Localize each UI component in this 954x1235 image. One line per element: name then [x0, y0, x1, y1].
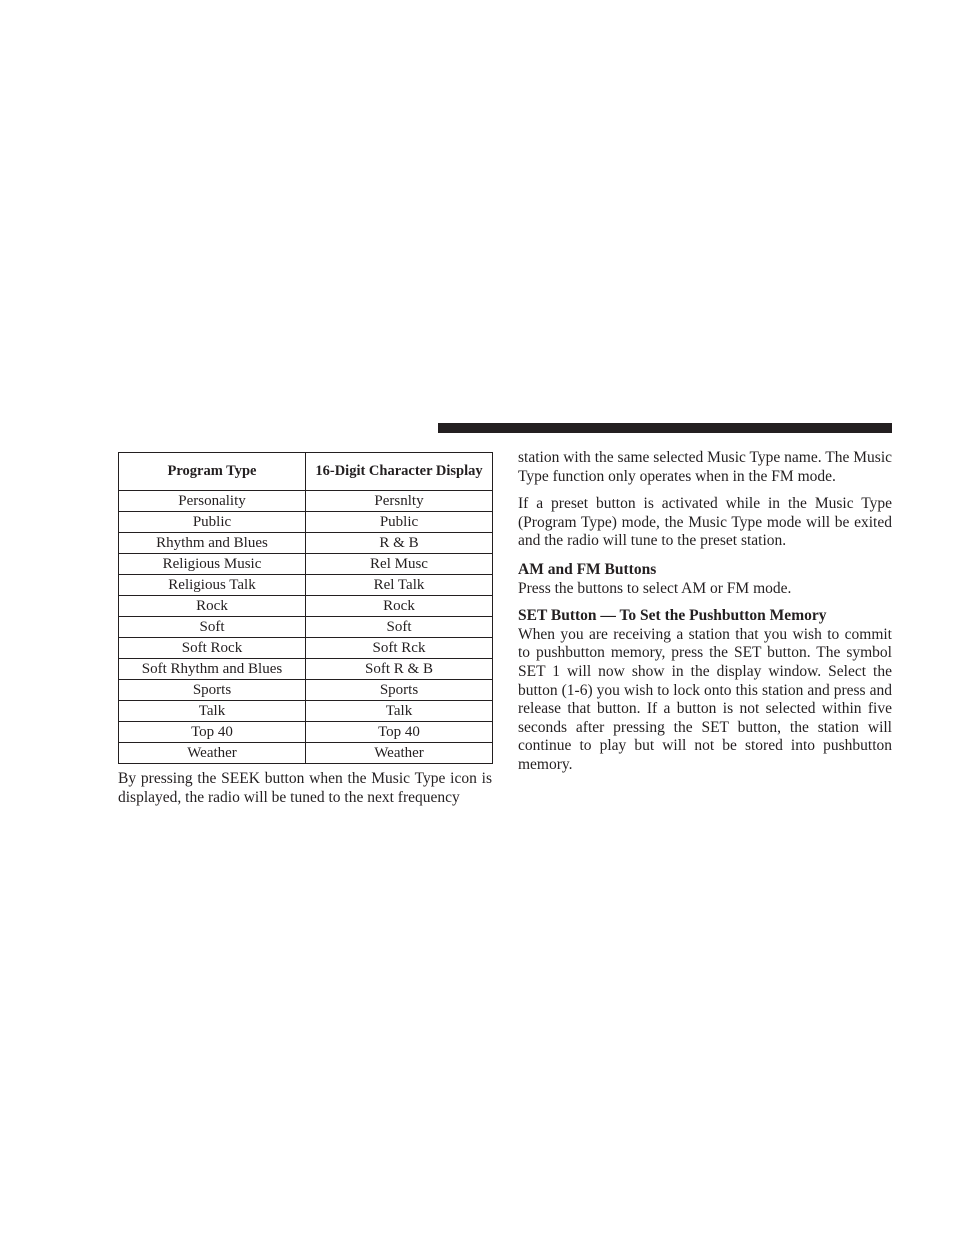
- table-row: [119, 533, 493, 554]
- cell-display: Rel Talk: [306, 575, 493, 596]
- cell-display: Soft R & B: [306, 659, 493, 680]
- cell-display: Rock: [306, 596, 493, 617]
- cell-display: Public: [306, 512, 493, 533]
- set-button-heading: SET Button — To Set the Pushbutton Memory: [518, 607, 827, 625]
- header-rule: [438, 423, 892, 433]
- table-row: [119, 680, 493, 701]
- table-header-row: [119, 453, 493, 491]
- right-column: [518, 449, 892, 775]
- cell-program-type: Rock: [119, 596, 306, 617]
- cell-display: Talk: [306, 701, 493, 722]
- table-row: [119, 512, 493, 533]
- cell-program-type: Top 40: [119, 722, 306, 743]
- cell-program-type: Public: [119, 512, 306, 533]
- cell-program-type: Religious Talk: [119, 575, 306, 596]
- cell-program-type: Weather: [119, 743, 306, 764]
- cell-display: Sports: [306, 680, 493, 701]
- cell-display: Soft Rck: [306, 638, 493, 659]
- cell-program-type: Soft Rock: [119, 638, 306, 659]
- cell-display: Weather: [306, 743, 493, 764]
- music-type-paragraph: station with the same selected Music Type name. The Music Type function only operates when in the FM mode.: [518, 449, 892, 485]
- preset-paragraph: If a preset button is activated while in the Music Type (Program Type) mode, the Music Type mode will be exited and the radio will tune to the preset station.: [518, 495, 892, 550]
- cell-display: Persnlty: [306, 491, 493, 512]
- cell-program-type: Personality: [119, 491, 306, 512]
- table-row: [119, 701, 493, 722]
- cell-program-type: Talk: [119, 701, 306, 722]
- table-row: [119, 659, 493, 680]
- cell-display: R & B: [306, 533, 493, 554]
- cell-program-type: Soft Rhythm and Blues: [119, 659, 306, 680]
- header-character-display: 16-Digit Character Display: [306, 453, 493, 491]
- cell-program-type: Religious Music: [119, 554, 306, 575]
- table-row: [119, 554, 493, 575]
- program-type-table: [118, 452, 493, 764]
- table-row: [119, 722, 493, 743]
- cell-display: Top 40: [306, 722, 493, 743]
- table-row: [119, 743, 493, 764]
- cell-display: Rel Musc: [306, 554, 493, 575]
- am-fm-paragraph: Press the buttons to select AM or FM mode.: [518, 579, 792, 597]
- table-row: [119, 491, 493, 512]
- cell-display: Soft: [306, 617, 493, 638]
- set-button-paragraph: When you are receiving a station that you wish to commit to pushbutton memory, press the SET button. The symbol SET 1 will now show in the display window. Select the button (1-6) you wish to lock onto this station and press and release that button. If a button is not selected within five seconds after pressing the SET button, the station will continue to play but will not be stored into pushbutton memory.: [518, 625, 892, 773]
- table-row: [119, 617, 493, 638]
- header-program-type: Program Type: [119, 453, 306, 491]
- am-fm-heading: AM and FM Buttons: [518, 560, 657, 578]
- cell-program-type: Rhythm and Blues: [119, 533, 306, 554]
- cell-program-type: Sports: [119, 680, 306, 701]
- table-row: [119, 575, 493, 596]
- table-row: [119, 596, 493, 617]
- cell-program-type: Soft: [119, 617, 306, 638]
- table-row: [119, 638, 493, 659]
- seek-paragraph: By pressing the SEEK button when the Music Type icon is displayed, the radio will be tuned to the next frequency: [118, 770, 492, 806]
